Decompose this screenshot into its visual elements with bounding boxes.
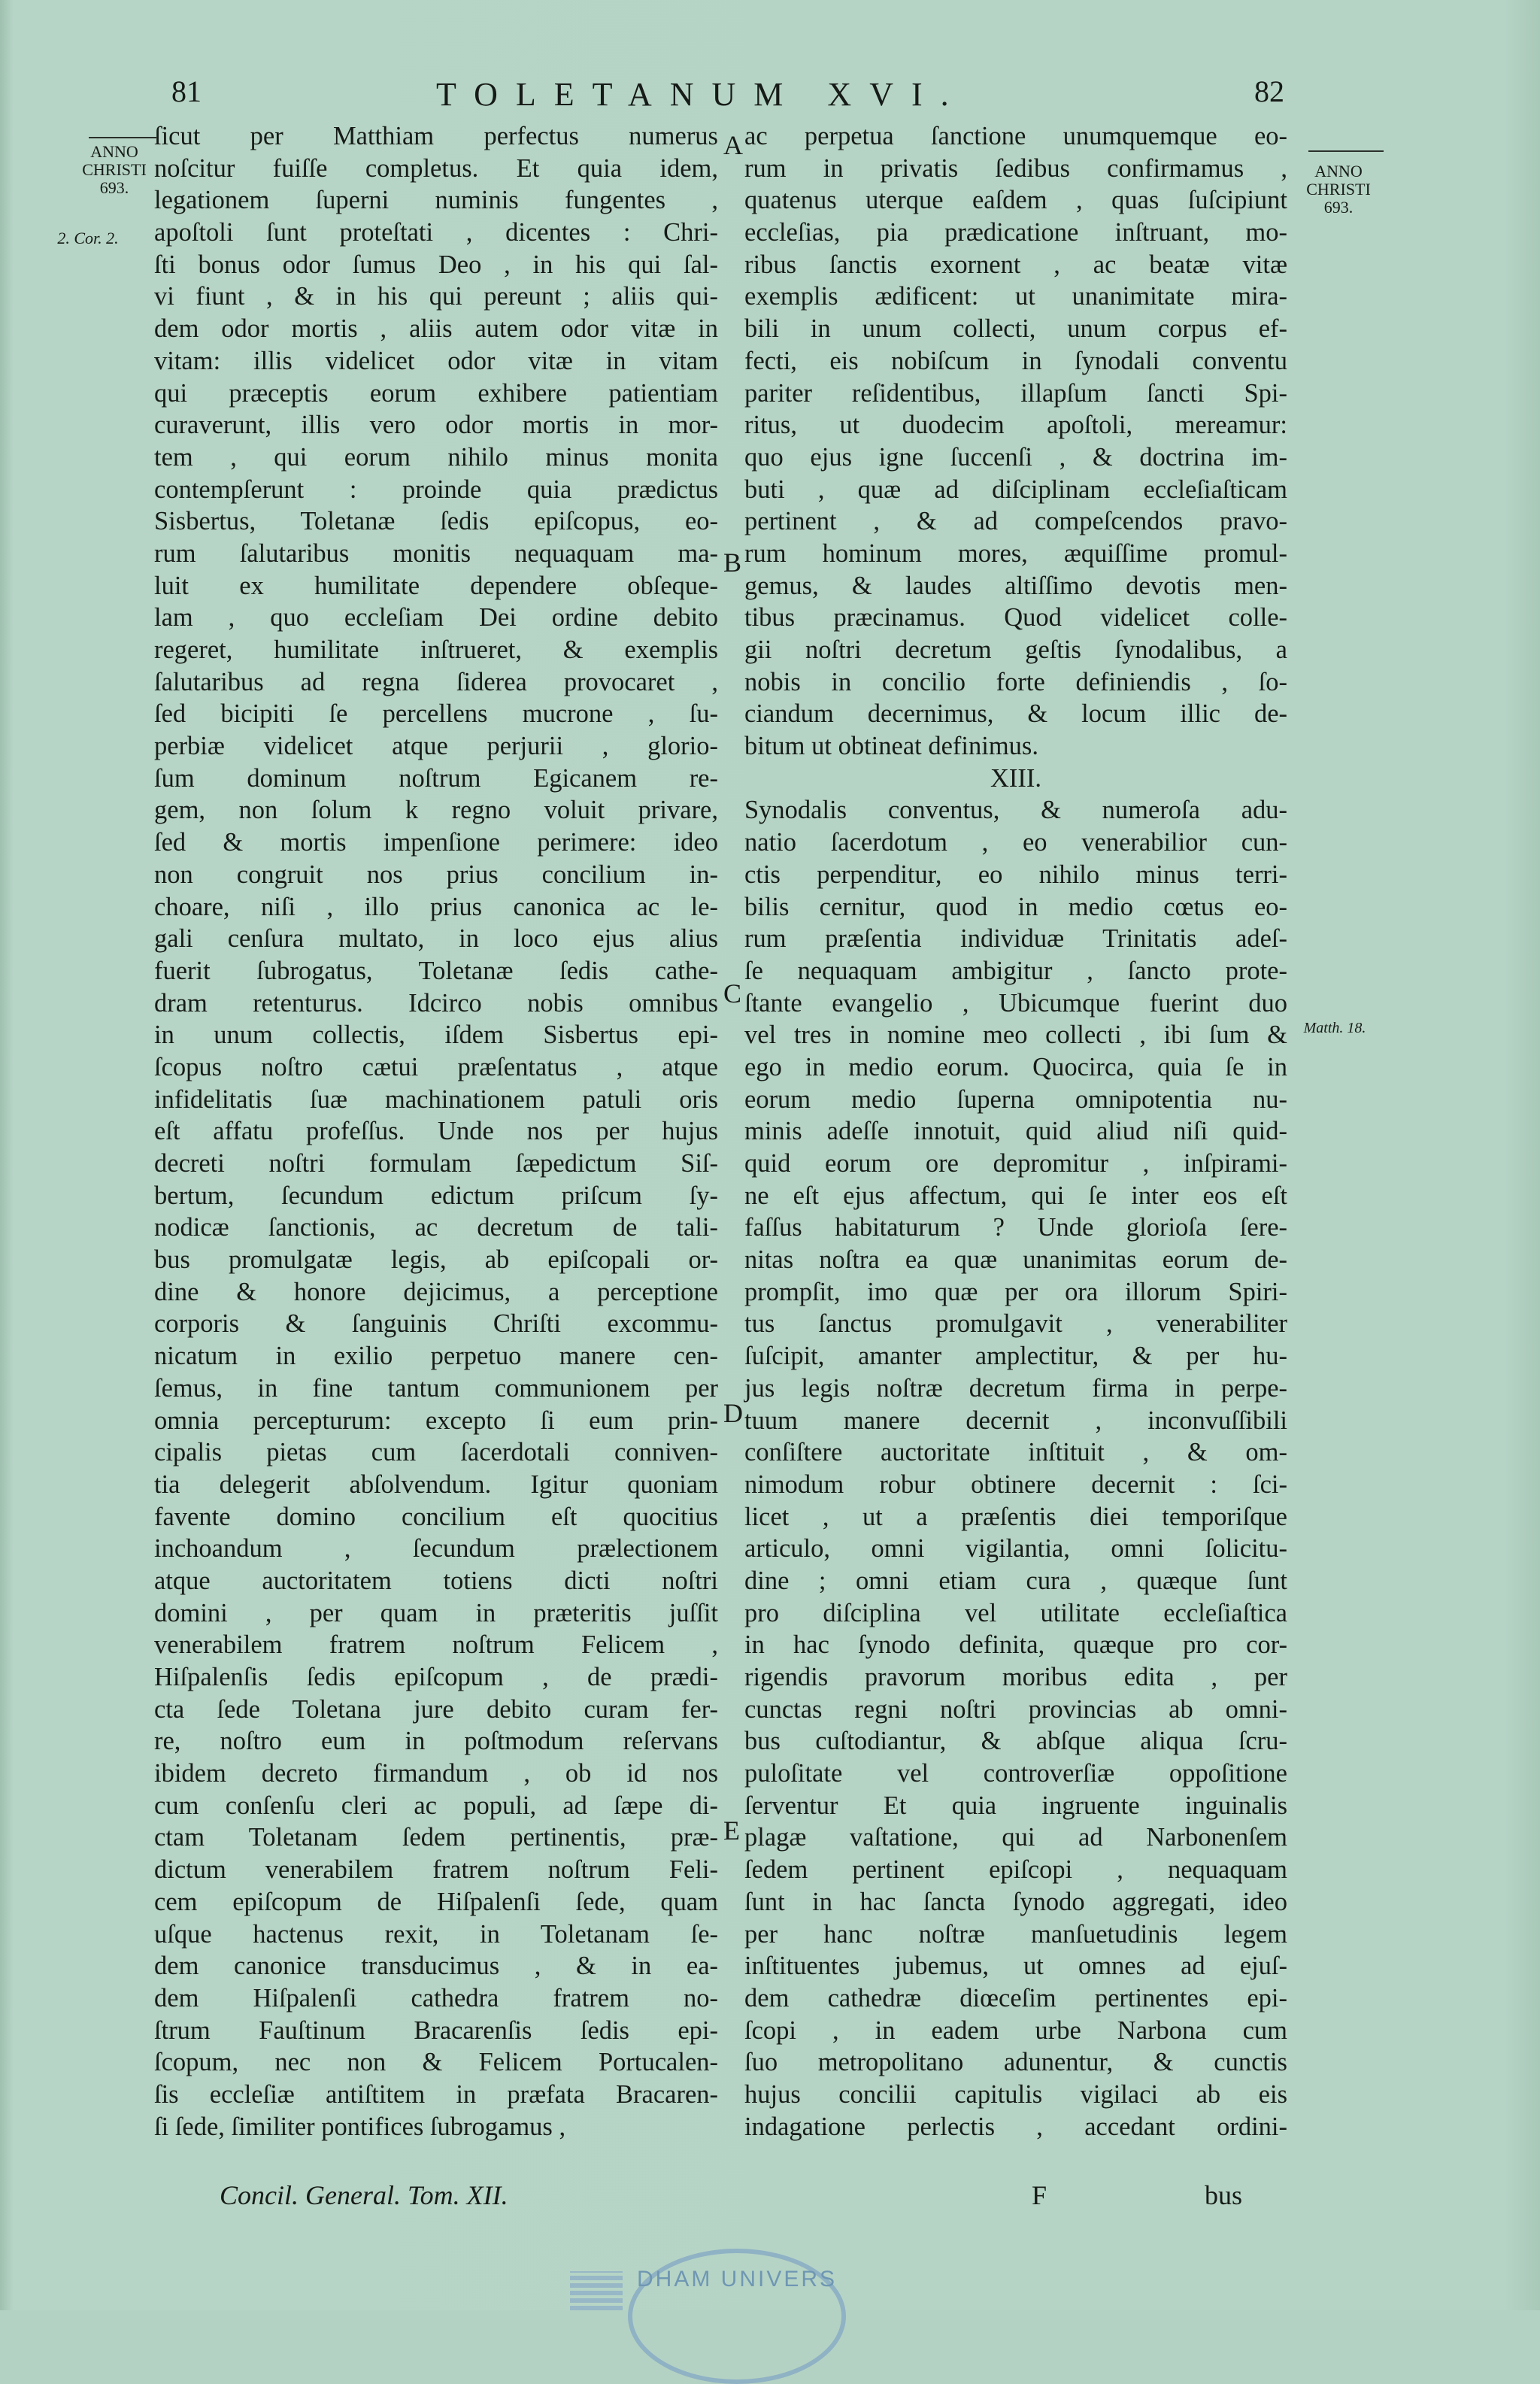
anno-label: ANNO: [1314, 162, 1363, 180]
text-line: vel tres in nomine meo collecti , ibi ſum &: [744, 1021, 1287, 1050]
page-number-left: 81: [171, 74, 202, 108]
text-line: eccleſias, pia prædicatione inſtruant, mo-: [744, 218, 1287, 247]
section-letter-b: B: [723, 547, 742, 578]
text-line: dem canonice transducimus , & in ea-: [154, 1952, 718, 1981]
text-line: omnia percepturum: excepto ſi eum prin-: [154, 1406, 718, 1435]
section-letter-e: E: [723, 1815, 740, 1846]
text-line: bus cuſtodiantur, & abſque aliqua ſcru-: [744, 1727, 1287, 1756]
text-line: fecti, eis nobiſcum in ſynodali conventu: [744, 346, 1287, 375]
text-line: ſedem pertinent epiſcopi , nequaquam: [744, 1855, 1287, 1885]
text-line: jus legis noſtræ decretum firma in perpe-: [744, 1373, 1287, 1403]
text-line: ne eſt ejus affectum, qui ſe inter eos eſt: [744, 1181, 1287, 1210]
text-line: ſcopus noſtro cætui præſentatus , atque: [154, 1052, 718, 1081]
library-stamp-crest: [570, 2271, 623, 2310]
text-line: rum in privatis ſedibus confirmamus ,: [744, 153, 1287, 183]
text-line: Synodalis conventus, & numeroſa adu-: [744, 796, 1287, 825]
text-line: rigendis pravorum moribus edita , per: [744, 1663, 1287, 1691]
text-line: ctis perpenditur, eo nihilo minus terri-: [744, 860, 1287, 889]
text-line: contempſerunt : proinde quia prædictus: [154, 475, 718, 504]
text-line: cipalis pietas cum ſacerdotali conniven-: [154, 1438, 718, 1467]
library-stamp-text: DHAM UNIVERS: [636, 2267, 838, 2291]
text-line: inchoandum , ſecundum prælectionem: [154, 1534, 718, 1564]
text-line: dine ; omni etiam cura , quæque ſunt: [744, 1566, 1287, 1595]
margin-citation-right: Matth. 18.: [1303, 1020, 1366, 1036]
margin-year-note-left: [77, 143, 152, 197]
text-line: dem cathedræ diœceſim pertinentes epi-: [744, 1983, 1287, 2012]
text-line: in hac ſynodo definita, quæque pro cor-: [744, 1630, 1287, 1660]
text-line: nimodum robur obtinere decernit : ſci-: [744, 1470, 1287, 1499]
text-line: eſt affatu profeſſus. Unde nos per hujus: [154, 1117, 718, 1146]
christi-label: CHRISTI: [82, 160, 147, 179]
text-line: noſcitur fuiſſe completus. Et quia idem,: [154, 153, 718, 183]
text-line: quo ejus igne ſuccenſi , & doctrina im-: [744, 442, 1287, 472]
text-line: lam , quo eccleſiam Dei ordine debito: [154, 603, 718, 632]
text-line: nobis in concilio forte definiendis , ſo-: [744, 667, 1287, 696]
text-line: ſed bicipiti ſe percellens mucrone , ſu-: [154, 699, 718, 729]
text-line: puloſitate vel controverſiæ oppoſitione: [744, 1759, 1287, 1788]
text-line: ibidem decreto firmandum , ob id nos: [154, 1759, 718, 1788]
margin-citation-left: 2. Cor. 2.: [57, 229, 119, 247]
text-line: ſicut per Matthiam perfectus numerus: [154, 122, 718, 150]
right-text-column: [744, 120, 1287, 2143]
text-line: ctam Toletanam ſedem pertinentis, præ-: [154, 1823, 718, 1852]
text-line: ſti bonus odor ſumus Deo , in his qui ſal-: [154, 250, 718, 279]
text-line: domini , per quam in præteritis juſſit: [154, 1598, 718, 1627]
margin-rule-right: [1308, 150, 1384, 152]
text-line: vitam: illis videlicet odor vitæ in vitam: [154, 346, 718, 375]
text-line: per hanc noſtræ manſuetudinis legem: [744, 1919, 1287, 1949]
text-line: natio ſacerdotum , eo venerabilior cun-: [744, 828, 1287, 857]
text-line: ſed & mortis impenſione perimere: ideo: [154, 828, 718, 857]
text-line: bili in unum collecti, unum corpus ef-: [744, 314, 1287, 344]
text-line: ac perpetua ſanctione unumquemque eo-: [744, 122, 1287, 150]
text-line: dram retenturus. Idcirco nobis omnibus: [154, 988, 718, 1018]
text-line: Sisbertus, Toletanæ ſedis epiſcopus, eo-: [154, 507, 718, 536]
text-line: in unum collectis, iſdem Sisbertus epi-: [154, 1021, 718, 1050]
text-line: Hiſpalenſis ſedis epiſcopum , de prædi-: [154, 1663, 718, 1691]
text-line: minis adeſſe innotuit, quid aliud niſi quid-: [744, 1117, 1287, 1146]
text-line: pro diſciplina vel utilitate eccleſiaſtica: [744, 1598, 1287, 1627]
text-line: corporis & ſanguinis Chriſti excommu-: [154, 1309, 718, 1339]
text-line: apoſtoli ſunt proteſtati , dicentes : Chri-: [154, 218, 718, 247]
text-line: bus promulgatæ legis, ab epiſcopali or-: [154, 1245, 718, 1275]
text-line: uſque hactenus rexit, in Toletanam ſe-: [154, 1919, 718, 1949]
text-line: nitas noſtra ea quæ unanimitas eorum de-: [744, 1245, 1287, 1275]
text-line: ſuo metropolitano adunentur, & cunctis: [744, 2048, 1287, 2077]
text-line: articulo, omni vigilantia, omni ſolicitu-: [744, 1534, 1287, 1564]
text-line: ſunt in hac ſancta ſynodo aggregati, ideo: [744, 1887, 1287, 1916]
text-line: pertinent , & ad compeſcendos pravo-: [744, 507, 1287, 536]
section-letter-a: A: [723, 130, 743, 160]
text-line: quatenus uterque eaſdem , quas ſuſcipiunt: [744, 186, 1287, 215]
year-label: 693.: [99, 178, 129, 197]
section-letter-d: D: [723, 1398, 743, 1428]
text-line: conſiſtere auctoritate inſtituit , & om-: [744, 1438, 1287, 1467]
margin-year-note-right: [1301, 162, 1376, 217]
running-head: TOLETANUM XVI.: [436, 76, 967, 113]
text-line: atque auctoritatem totiens dicti noſtri: [154, 1566, 718, 1595]
text-line: eorum medio ſuperna omnipotentia nu-: [744, 1084, 1287, 1114]
text-line: tia delegerit abſolvendum. Igitur quoniam: [154, 1470, 718, 1499]
text-line: re, noſtro eum in poſtmodum reſervans: [154, 1727, 718, 1756]
text-line: venerabilem fratrem noſtrum Felicem ,: [154, 1630, 718, 1660]
text-line: gali cenſura multato, in loco ejus alius: [154, 924, 718, 954]
text-line: vi fiunt , & in his qui pereunt ; aliis qui-: [154, 282, 718, 311]
text-line: prompſit, imo quæ per ora illorum Spiri-: [744, 1277, 1287, 1306]
text-line: rum hominum mores, æquiſſime promul-: [744, 538, 1287, 568]
text-line: gemus, & laudes altiſſimo devotis men-: [744, 571, 1287, 600]
text-line: dictum venerabilem fratrem noſtrum Feli-: [154, 1855, 718, 1885]
text-line: luit ex humilitate dependere obſeque-: [154, 571, 718, 600]
footer-volume-label: Concil. General. Tom. XII.: [220, 2180, 508, 2210]
text-line: ego in medio eorum. Quocirca, quia ſe in: [744, 1052, 1287, 1081]
text-line: qui præceptis eorum exhibere patientiam: [154, 378, 718, 408]
text-line: exemplis ædificent: ut unanimitate mira-: [744, 282, 1287, 311]
text-line: cem epiſcopum de Hiſpalenſi ſede, quam: [154, 1887, 718, 1916]
text-line: ſi ſede, ſimiliter pontifices ſubrogamus ,: [154, 2112, 566, 2141]
text-line: perbiæ videlicet atque perjurii , glorio-: [154, 732, 718, 761]
text-line: ſtante evangelio , Ubicumque fuerint duo: [744, 988, 1287, 1018]
text-line: nicatum in exilio perpetuo manere cen-: [154, 1342, 718, 1371]
text-line: ſemus, in fine tantum communionem per: [154, 1373, 718, 1403]
text-line: tem , qui eorum nihilo minus monita: [154, 442, 718, 472]
catchword: bus: [1205, 2180, 1243, 2210]
library-stamp: [628, 2249, 846, 2384]
text-line: tibus præcinamus. Quod videlicet colle-: [744, 603, 1287, 632]
text-line: ſerventur Et quia ingruente inguinalis: [744, 1791, 1287, 1820]
text-line: legationem ſuperni numinis fungentes ,: [154, 186, 718, 215]
text-line: ſcopum, nec non & Felicem Portucalen-: [154, 2048, 718, 2077]
text-line: ſcopi , in eadem urbe Narbona cum: [744, 2015, 1287, 2045]
section-letter-c: C: [723, 978, 742, 1008]
text-line: fuerit ſubrogatus, Toletanæ ſedis cathe-: [154, 956, 718, 985]
text-line: gii noſtri decretum geſtis ſynodalibus, a: [744, 635, 1287, 664]
text-line: ſalutaribus ad regna ſiderea provocaret ,: [154, 667, 718, 696]
text-line: nodicæ ſanctionis, ac decretum de tali-: [154, 1213, 718, 1242]
text-line: tuum manere decernit , inconvuſſibili: [744, 1406, 1287, 1435]
text-line: tus ſanctus promulgavit , venerabiliter: [744, 1309, 1287, 1339]
anno-label: ANNO: [90, 142, 138, 161]
text-line: inſtituentes jubemus, ut omnes ad ejuſ-: [744, 1952, 1287, 1981]
text-line: ſis eccleſiæ antiſtitem in præfata Bracaren-: [154, 2079, 718, 2109]
text-line: ciandum decernimus, & locum illic de-: [744, 699, 1287, 729]
text-line: ſum dominum noſtrum Egicanem re-: [154, 763, 718, 793]
text-line: curaverunt, illis vero odor mortis in mor-: [154, 411, 718, 440]
text-line: dem odor mortis , aliis autem odor vitæ in: [154, 314, 718, 344]
year-label: 693.: [1323, 198, 1354, 217]
text-line: choare, niſi , illo prius canonica ac le-: [154, 892, 718, 921]
text-line: decreti noſtri formulam ſæpedictum Siſ-: [154, 1149, 718, 1178]
text-line: ſtrum Fauſtinum Bracarenſis ſedis epi-: [154, 2015, 718, 2045]
text-line: pariter reſidentibus, illapſum ſancti Spi-: [744, 378, 1287, 408]
text-line: dine & honore dejicimus, a perceptione: [154, 1277, 718, 1306]
christi-label: CHRISTI: [1306, 180, 1371, 199]
text-line: bilis cernitur, quod in medio cœtus eo-: [744, 892, 1287, 921]
page-number-right: 82: [1254, 74, 1284, 108]
text-line: dem Hiſpalenſi cathedra fratrem no-: [154, 1983, 718, 2012]
left-text-column: [154, 120, 718, 2143]
text-line: bertum, ſecundum edictum priſcum ſy-: [154, 1181, 718, 1210]
text-line: rum præſentia individuæ Trinitatis adeſ-: [744, 924, 1287, 954]
text-line: hujus concilii capitulis vigilaci ab eis: [744, 2079, 1287, 2109]
signature-mark: F: [1032, 2180, 1047, 2210]
text-line: favente domino concilium eſt quocitius: [154, 1502, 718, 1531]
text-line: regeret, humilitate inſtrueret, & exemplis: [154, 635, 718, 664]
text-line: rum ſalutaribus monitis nequaquam ma-: [154, 538, 718, 568]
margin-rule-left: [89, 137, 156, 138]
text-line: infidelitatis ſuæ machinationem patuli oris: [154, 1084, 718, 1114]
text-line: faſſus habitaturum ? Unde glorioſa ſere-: [744, 1213, 1287, 1242]
text-line: quid eorum ore depromitur , inſpirami-: [744, 1149, 1287, 1178]
text-line: ritus, ut duodecim apoſtoli, mereamur:: [744, 411, 1287, 440]
text-line: cum conſenſu cleri ac populi, ad ſæpe di-: [154, 1791, 718, 1820]
text-line: non congruit nos prius concilium in-: [154, 860, 718, 889]
text-line: ribus ſanctis exornent , ac beatæ vitæ: [744, 250, 1287, 279]
text-line: licet , ut a præſentis diei temporiſque: [744, 1502, 1287, 1531]
text-line: indagatione perlectis , accedant ordini-: [744, 2112, 1287, 2141]
text-line: ſe nequaquam ambigitur , ſancto prote-: [744, 956, 1287, 985]
text-line: cta ſede Toletana jure debito curam fer-: [154, 1694, 718, 1724]
text-line: ſuſcipit, amanter amplectitur, & per hu-: [744, 1342, 1287, 1371]
text-line: buti , quæ ad diſciplinam eccleſiaſticam: [744, 475, 1287, 504]
text-line: plagæ vaſtatione, qui ad Narbonenſem: [744, 1823, 1287, 1852]
text-line: XIII.: [990, 763, 1041, 793]
text-line: bitum ut obtineat definimus.: [744, 732, 1038, 761]
text-line: gem, non ſolum k regno voluit privare,: [154, 796, 718, 825]
text-line: cunctas regni noſtri provincias ab omni-: [744, 1694, 1287, 1724]
